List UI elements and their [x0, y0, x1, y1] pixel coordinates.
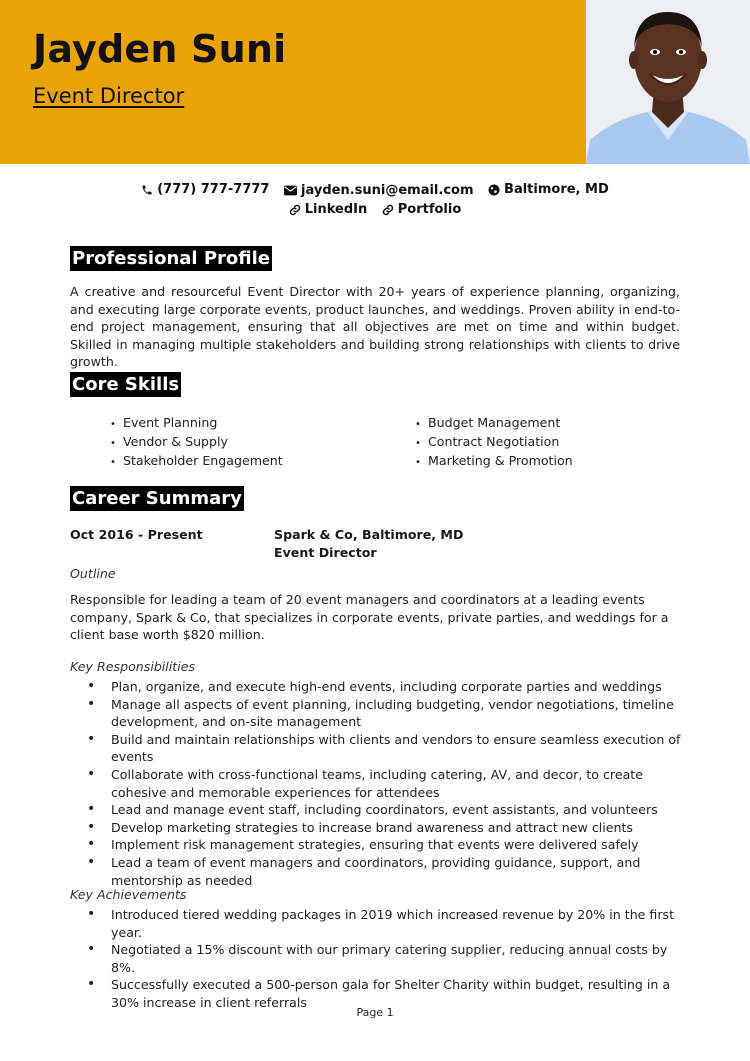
candidate-title: Event Director	[33, 84, 185, 108]
contact-location-text: Baltimore, MD	[504, 182, 609, 197]
page-number: Page 1	[356, 1006, 394, 1019]
list-item: • Lead a team of event managers and coordinators, providing guidance, support, and mentorship as needed	[70, 854, 682, 889]
contact-location	[488, 182, 609, 197]
skills-column-left	[110, 413, 283, 470]
job-title: Event Director	[274, 545, 377, 560]
list-item: • Negotiated a 15% discount with our primary catering supplier, reducing annual costs by 8%.	[70, 941, 682, 976]
list-item: • Manage all aspects of event planning, including budgeting, vendor negotiations, timeline development, and on-site management	[70, 696, 682, 731]
list-item: • Successfully executed a 500-person gala for Shelter Charity within budget, resulting in a 30% increase in client referrals	[70, 976, 682, 1011]
linkedin-link-text: LinkedIn	[304, 202, 368, 217]
list-item: • Build and maintain relationships with clients and vendors to ensure seamless execution of events	[70, 731, 682, 766]
outline-label: Outline	[70, 566, 116, 581]
portfolio-link-text: Portfolio	[397, 202, 462, 217]
list-item: • Collaborate with cross-functional teams, including catering, AV, and decor, to create cohesive and memorable experiences for attendees	[70, 766, 682, 801]
skill-item: • Event Planning	[110, 413, 283, 432]
skill-item: • Marketing & Promotion	[415, 451, 573, 470]
job-dates: Oct 2016 - Present	[70, 527, 203, 542]
profile-heading: Professional Profile	[72, 248, 270, 269]
list-item: • Implement risk management strategies, ensuring that events were delivered safely	[70, 836, 682, 854]
portfolio-link[interactable]	[382, 202, 462, 217]
career-heading: Career Summary	[72, 488, 242, 509]
list-item: • Develop marketing strategies to increase brand awareness and attract new clients	[70, 819, 682, 837]
globe-icon	[488, 184, 500, 196]
skill-item: • Vendor & Supply	[110, 432, 283, 451]
portrait-illustration	[586, 0, 750, 164]
contact-email-text: jayden.suni@email.com	[301, 182, 474, 198]
skill-item: • Budget Management	[415, 413, 573, 432]
contact-email[interactable]	[284, 183, 474, 198]
skills-column-right	[415, 413, 573, 470]
skill-item: • Contract Negotiation	[415, 432, 573, 451]
list-item: • Introduced tiered wedding packages in 2019 which increased revenue by 20% in the first year.	[70, 906, 682, 941]
responsibilities-list	[70, 678, 682, 889]
linkedin-link[interactable]	[289, 202, 368, 217]
profile-photo	[586, 0, 750, 164]
job-outline: Responsible for leading a team of 20 event managers and coordinators at a leading events company, Spark & Co, that specializes in corporate events, private parties, and weddings for a client base worth $820 million.	[70, 592, 669, 643]
contact-row-primary	[0, 182, 750, 200]
job-company: Spark & Co, Baltimore, MD	[274, 527, 464, 542]
link-icon	[289, 204, 301, 216]
candidate-name: Jayden Suni	[33, 27, 287, 71]
achievements-label: Key Achievements	[70, 887, 187, 902]
phone-icon	[141, 184, 153, 196]
skill-item: • Stakeholder Engagement	[110, 451, 283, 470]
contact-phone[interactable]	[141, 182, 269, 197]
list-item: • Plan, organize, and execute high-end events, including corporate parties and weddings	[70, 678, 682, 696]
link-icon	[382, 204, 394, 216]
envelope-icon	[284, 185, 297, 196]
responsibilities-label: Key Responsibilities	[70, 659, 196, 674]
skills-heading: Core Skills	[72, 374, 180, 395]
contact-row-links	[0, 202, 750, 220]
list-item: • Lead and manage event staff, including coordinators, event assistants, and volunteers	[70, 801, 682, 819]
achievements-list	[70, 906, 682, 1012]
profile-text: A creative and resourceful Event Director with 20+ years of experience planning, organizing, and executing large corporate events, product launches, and weddings. Proven ability in end-to-end project management, ensuring that all objectives are met on time and within budget. Skilled in managing multiple stakeholders and building strong relationships with clients to drive growth.	[70, 284, 680, 370]
contact-phone-text: (777) 777-7777	[157, 182, 270, 197]
